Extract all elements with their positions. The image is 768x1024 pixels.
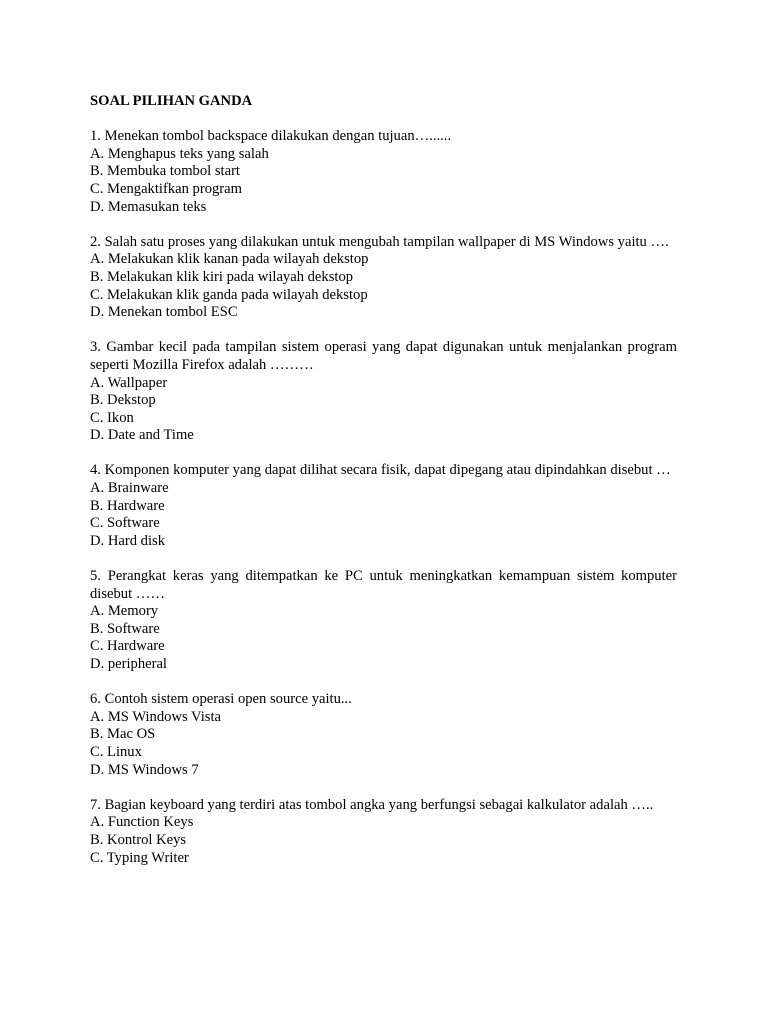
answer-option: B. Hardware [90,497,165,514]
answer-option: C. Melakukan klik ganda pada wilayah dekstop [90,286,368,303]
answer-option: A. Wallpaper [90,374,168,391]
answer-option: D. MS Windows 7 [90,761,199,778]
answer-option: B. Software [90,620,160,637]
answer-option: B. Dekstop [90,392,156,409]
question-block [90,234,677,322]
answer-option: A. Function Keys [90,814,194,831]
document-title: SOAL PILIHAN GANDA [90,93,253,109]
answer-option: C. Typing Writer [90,849,189,866]
question-text: 2. Salah satu proses yang dilakukan untuk mengubah tampilan wallpaper di MS Windows yaitu …. [90,233,669,250]
answer-option: A. Brainware [90,480,169,497]
answer-option: B. Kontrol Keys [90,831,187,848]
answer-option: C. Software [90,515,160,532]
answer-option: D. peripheral [90,656,167,672]
answer-option: B. Melakukan klik kiri pada wilayah dekstop [90,268,354,285]
question-block [90,797,677,867]
answer-option: D. Menekan tombol ESC [90,304,238,321]
question-block [90,568,677,674]
answer-option: A. Menghapus teks yang salah [90,145,269,162]
answer-option: C. Mengaktifkan program [90,180,242,197]
question-block [90,462,677,550]
question-block [90,128,677,216]
document-page [90,93,677,885]
question-block [90,339,677,445]
answer-option: C. Hardware [90,638,165,655]
question-block [90,691,677,779]
answer-option: A. Memory [90,603,159,620]
answer-option: D. Date and Time [90,427,194,444]
question-text: 5. Perangkat keras yang ditempatkan ke PC untuk meningkatkan kemampuan sistem komputer disebut …… [90,568,677,602]
answer-option: A. Melakukan klik kanan pada wilayah dekstop [90,251,369,268]
question-text: 4. Komponen komputer yang dapat dilihat secara fisik, dapat dipegang atau dipindahkan disebut … [90,462,671,479]
question-list [90,128,677,867]
answer-option: D. Memasukan teks [90,198,207,215]
question-text: 3. Gambar kecil pada tampilan sistem operasi yang dapat digunakan untuk menjalankan program seperti Mozilla Firefox adalah ……… [90,339,677,373]
answer-option: D. Hard disk [90,532,165,549]
question-text: 6. Contoh sistem operasi open source yaitu... [90,691,352,708]
answer-option: A. MS Windows Vista [90,708,221,725]
answer-option: B. Membuka tombol start [90,163,240,180]
question-text: 1. Menekan tombol backspace dilakukan dengan tujuan…...... [90,128,452,145]
answer-option: C. Linux [90,743,142,760]
answer-option: B. Mac OS [90,726,156,743]
question-text: 7. Bagian keyboard yang terdiri atas tombol angka yang berfungsi sebagai kalkulator adalah ….. [90,796,654,813]
answer-option: C. Ikon [90,409,134,426]
